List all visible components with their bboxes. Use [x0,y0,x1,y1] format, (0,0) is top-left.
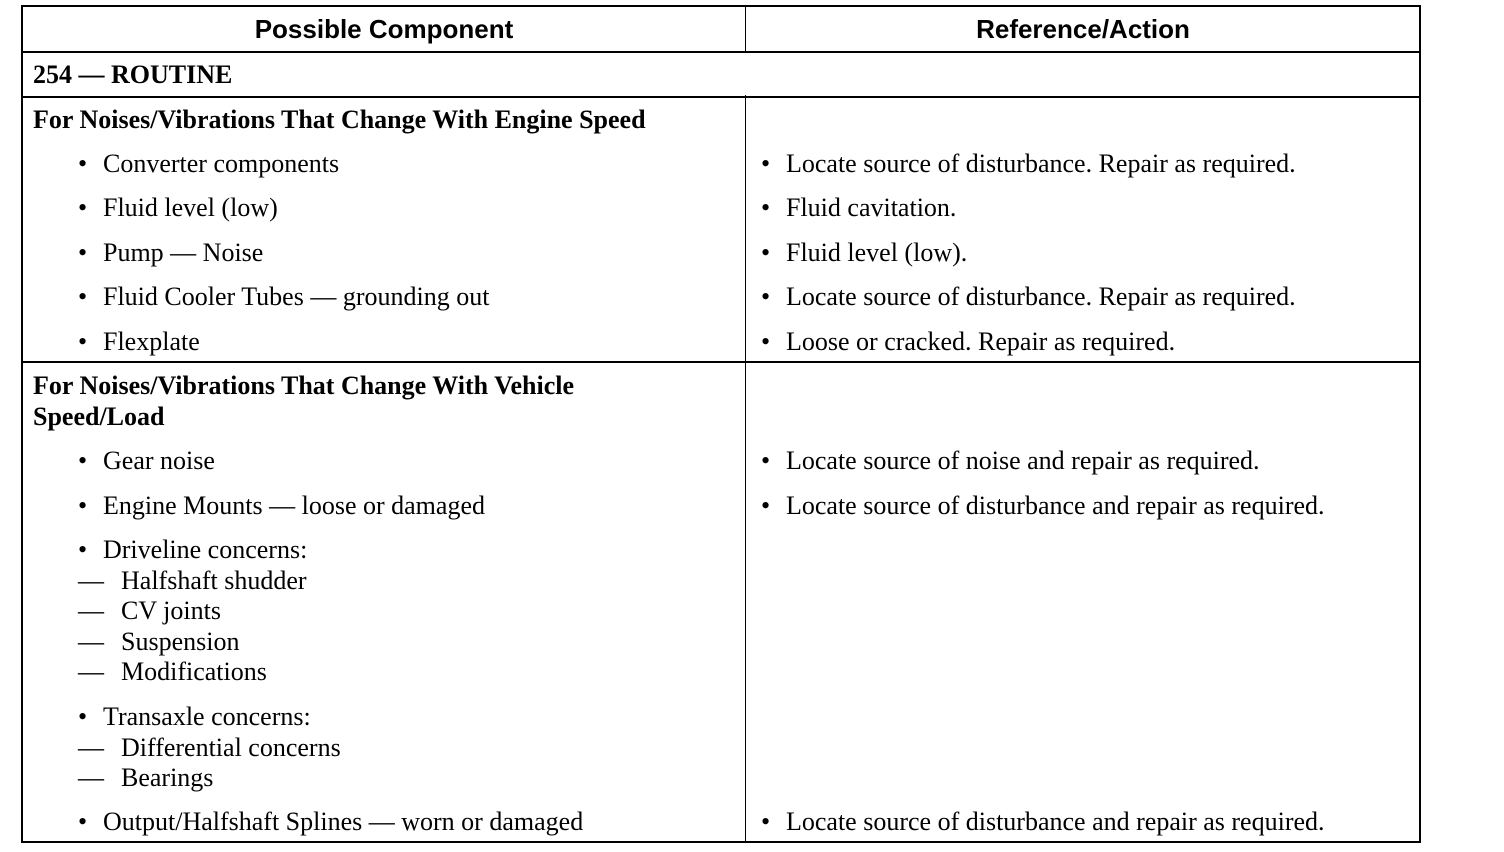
component-item: Output/Halfshaft Splines — worn or damaged [103,807,584,836]
component-item: Fluid Cooler Tubes — grounding out [103,282,490,311]
bullet: • [78,807,88,836]
code-row-divider [23,96,1419,98]
dash: — [78,566,104,595]
bullet: • [78,193,88,222]
bullet: • [761,446,771,475]
sub-item: CV joints [121,596,221,625]
dash: — [78,596,104,625]
header-possible-component: Possible Component [254,14,514,44]
action-item: Fluid cavitation. [786,193,957,222]
bullet: • [761,149,771,178]
bullet: • [78,149,88,178]
action-item: Locate source of disturbance. Repair as required. [786,282,1296,311]
component-item: Driveline concerns: [103,535,308,564]
sub-item: Bearings [121,763,214,792]
action-item: Fluid level (low). [786,238,968,267]
bullet: • [761,491,771,520]
sub-item: Halfshaft shudder [121,566,307,595]
sub-item: Modifications [121,657,267,686]
component-item: Converter components [103,149,340,178]
action-item: Locate source of disturbance and repair as required. [786,807,1325,836]
bullet: • [761,327,771,356]
bullet: • [761,807,771,836]
bullet: • [78,446,88,475]
component-item: Engine Mounts — loose or damaged [103,491,485,520]
component-item: Gear noise [103,446,215,475]
bullet: • [761,193,771,222]
component-item: Fluid level (low) [103,193,278,222]
action-item: Locate source of disturbance and repair as required. [786,491,1325,520]
dash: — [78,657,104,686]
column-divider [745,7,746,841]
bullet: • [78,491,88,520]
component-item: Pump — Noise [103,238,264,267]
bullet: • [78,702,88,731]
action-item: Loose or cracked. Repair as required. [786,327,1176,356]
bullet: • [78,535,88,564]
action-item: Locate source of noise and repair as required. [786,446,1260,475]
bullet: • [761,238,771,267]
component-item: Transaxle concerns: [103,702,311,731]
bullet: • [761,282,771,311]
bullet: • [78,327,88,356]
bullet: • [78,238,88,267]
bullet: • [78,282,88,311]
section-divider [23,361,1419,363]
diagnostic-table [21,5,1421,843]
section2-title-line2: Speed/Load [33,402,165,431]
sub-item: Suspension [121,627,240,656]
dash: — [78,733,104,762]
header-reference-action: Reference/Action [976,14,1190,44]
dash: — [78,763,104,792]
sub-item: Differential concerns [121,733,341,762]
component-item: Flexplate [103,327,200,356]
section1-title: For Noises/Vibrations That Change With Engine Speed [33,105,646,134]
routine-code: 254 — ROUTINE [33,60,233,89]
action-item: Locate source of disturbance. Repair as required. [786,149,1296,178]
dash: — [78,627,104,656]
header-divider [23,51,1419,53]
section2-title-line1: For Noises/Vibrations That Change With Vehicle [33,371,575,400]
